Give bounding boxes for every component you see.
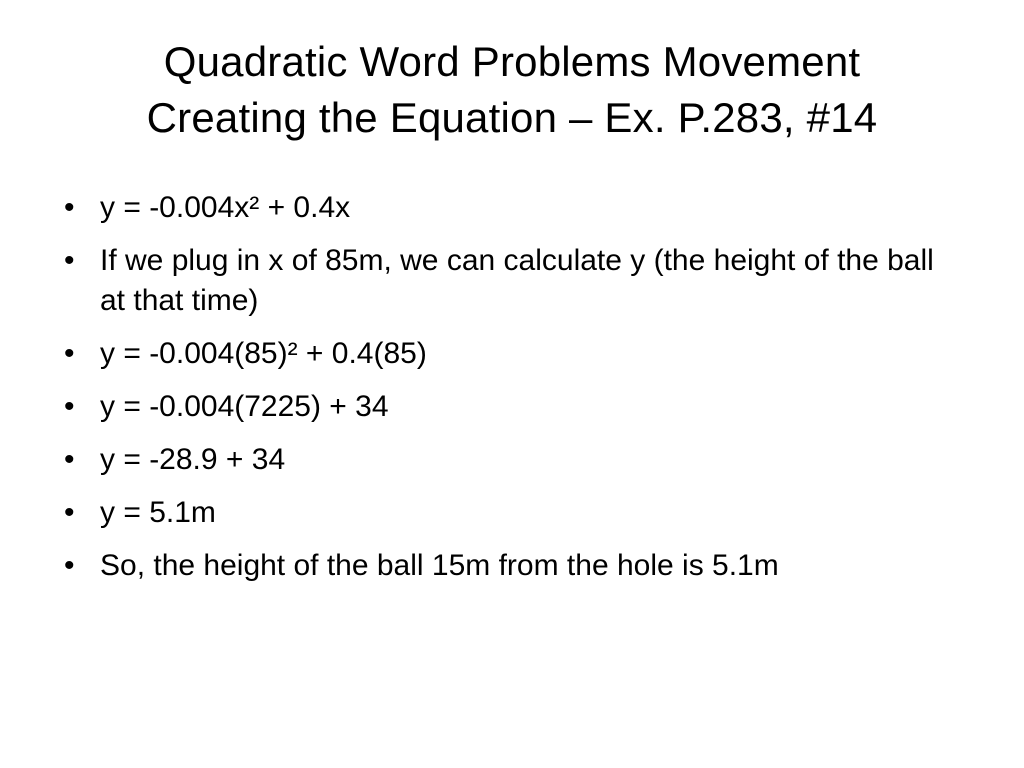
bullet-item-square-step xyxy=(60,387,940,427)
bullet-item-result xyxy=(60,493,940,533)
bullet-item-conclusion xyxy=(60,546,940,586)
bullet-point-icon: • xyxy=(64,496,75,529)
bullet-point-icon: • xyxy=(64,390,75,423)
bullet-item-substitution xyxy=(60,334,940,374)
bullet-text: If we plug in x of 85m, we can calculate y (the height of the ball at that time) xyxy=(100,244,934,317)
bullet-text: So, the height of the ball 15m from the hole is 5.1m xyxy=(100,549,779,582)
bullet-point-icon: • xyxy=(64,244,75,277)
bullet-item-equation xyxy=(60,188,940,228)
slide-title-line-2: Creating the Equation – Ex. P.283, #14 xyxy=(146,94,878,141)
bullet-text: y = -0.004(85)² + 0.4(85) xyxy=(100,337,427,370)
bullet-point-icon: • xyxy=(64,191,75,224)
bullet-text: y = -0.004(7225) + 34 xyxy=(100,390,389,423)
slide-title-line-1: Quadratic Word Problems Movement xyxy=(163,38,861,85)
bullet-text: y = -28.9 + 34 xyxy=(100,443,286,476)
bullet-list xyxy=(60,188,940,599)
bullet-point-icon: • xyxy=(64,549,75,582)
bullet-item-multiply-step xyxy=(60,440,940,480)
bullet-point-icon: • xyxy=(64,443,75,476)
bullet-text: y = 5.1m xyxy=(100,496,216,529)
bullet-item-explanation xyxy=(60,241,940,321)
slide-title xyxy=(40,34,984,146)
bullet-text: y = -0.004x² + 0.4x xyxy=(100,191,351,224)
bullet-point-icon: • xyxy=(64,337,75,370)
